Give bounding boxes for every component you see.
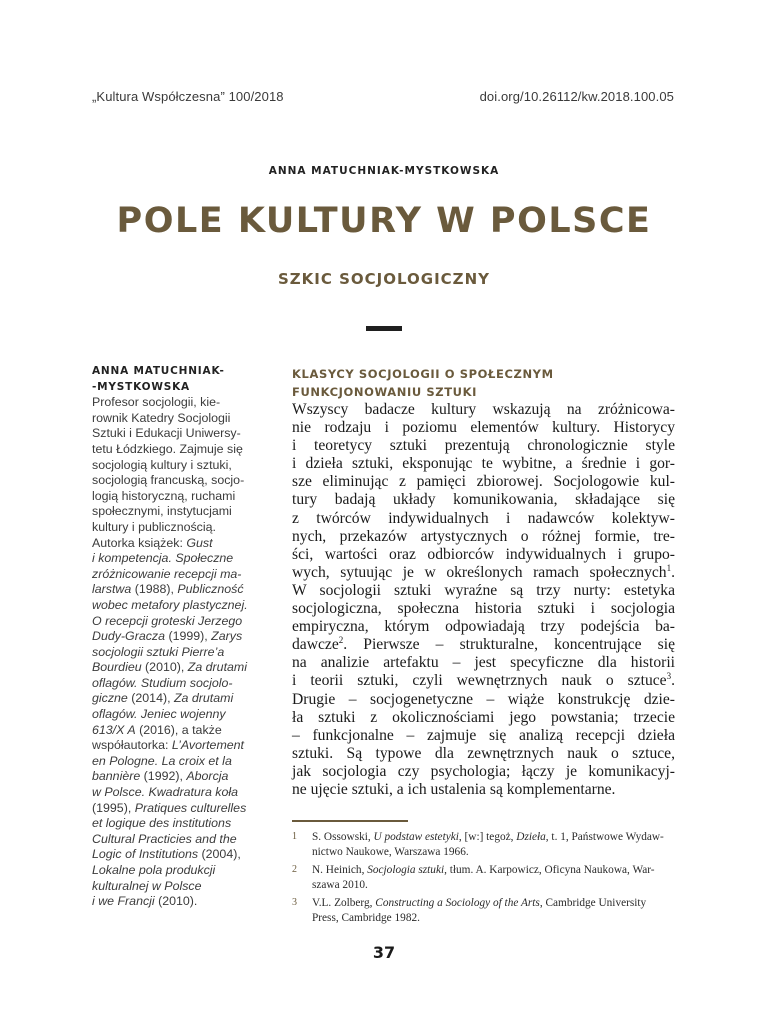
text-line: z twórców indywidualnych i nadawców kolektyw- [292, 509, 675, 527]
text-line: sze eliminując z pamięci zbiorowej. Socjologowie kul- [292, 473, 675, 491]
text-line: en Pologne. La croix et la [92, 753, 232, 768]
text-line: et logique des institutions [92, 816, 232, 831]
text-line: socjologiczna, społeczna historia sztuki i socjologia [292, 600, 675, 618]
section-heading-line-1: KLASYCY SOCJOLOGII O SPOŁECZNYM [292, 367, 554, 381]
text-line: sztuki. Są typowe dla zewnętrznych nauk o sztuce, [292, 744, 675, 762]
section-heading [292, 365, 682, 401]
text-line: Drugie – socjogenetyczne – wiąże konstrukcję dzie- [292, 690, 675, 708]
text-line: i kompetencja. Społeczne [92, 551, 234, 566]
text-line: W socjologii sztuki wyraźne są trzy nurty: estetyka [292, 581, 675, 599]
text-line: rownik Katedry Socjologii [92, 410, 231, 425]
text-line: i dzieła sztuki, eksponując te wybitne, a średnie i gor- [292, 455, 675, 473]
body-text [292, 401, 675, 799]
text-line: nie rodzaju i poziomu elementów kultury. Historycy [292, 419, 675, 437]
footnote-number: 1 [292, 831, 297, 842]
text-line: empiryczna, którym odpowiadają trzy podejścia ba- [292, 618, 675, 636]
text-line: Dudy-Gracza (1999), Zarys [92, 629, 243, 644]
section-heading-line-2: FUNKCJONOWANIU SZTUKI [292, 385, 478, 399]
text-line: kultury i publicznością. [92, 519, 216, 534]
footnote-item [292, 863, 675, 892]
journal-header: „Kultura Współczesna” 100/2018 [92, 89, 284, 104]
title-divider [366, 326, 402, 331]
text-line: socjologią kultury i sztuki, [92, 457, 232, 472]
text-line: Sztuki i Edukacji Uniwersy- [92, 426, 241, 441]
text-line: ści, wartości oraz odbiorców indywidualnych i grupo- [292, 545, 675, 563]
footnote-item [292, 830, 675, 859]
footnote-text [312, 863, 675, 892]
text-line: O recepcji groteski Jerzego [92, 613, 243, 628]
text-line: oflagów. Jeniec wojenny [92, 707, 226, 722]
article-title: POLE KULTURY W POLSCE [116, 201, 652, 241]
text-line: zróżnicowanie recepcji ma- [92, 566, 242, 581]
text-line: tetu Łódzkiego. Zajmuje się [92, 441, 243, 456]
text-line: Lokalne pola produkcji [92, 863, 216, 877]
footnote-number: 2 [292, 864, 297, 875]
text-line: w Polsce. Kwadratura koła [92, 785, 239, 800]
text-line: bannière (1992), Aborcja [92, 769, 229, 784]
footnote-line: S. Ossowski, U podstaw estetyki, [w:] tegoż, Dzieła, t. 1, Państwowe Wydaw- [312, 831, 664, 843]
text-line: tury badają układy komunikowania, składające się [292, 491, 675, 509]
author-bio [92, 364, 266, 910]
footnote-line: nictwo Naukowe, Warszawa 1966. [312, 845, 469, 858]
page-number: 37 [372, 943, 396, 962]
footnote-line: Press, Cambridge 1982. [312, 911, 420, 924]
text-line: 613/X A (2016), a także [92, 722, 222, 737]
text-line: Logic of Institutions (2004), [92, 847, 241, 862]
footnote-text [312, 830, 675, 859]
article-subtitle: SZKIC SOCJOLOGICZNY [278, 270, 490, 288]
text-line: współautorka: L’Avortement [92, 738, 244, 753]
text-line: i we Francji (2010). [92, 894, 198, 909]
text-line: Autorka książek: Gust [92, 535, 213, 550]
text-line: i teorii sztuki, czyli wewnętrznych nauk o sztuce$^3$. [292, 671, 675, 690]
footnote-divider [292, 820, 408, 822]
text-line: dawcze$^2$. Pierwsze – strukturalne, koncentrujące się [292, 635, 675, 654]
footnotes [292, 830, 675, 929]
footnote-number: 3 [292, 897, 297, 908]
text-line: na analizie artefaktu – jest specyficzne dla historii [292, 654, 675, 672]
text-line: i teoretycy sztuki prezentują chronologicznie style [292, 437, 675, 455]
text-line: larstwa (1988), Publiczność [92, 582, 244, 597]
text-line: wobec metafory plastycznej. [92, 597, 248, 612]
bio-text [92, 395, 266, 910]
text-line: Profesor socjologii, kie- [92, 395, 221, 410]
text-line: jak socjologia czy psychologia; łączy je komunikacyj- [292, 762, 675, 780]
text-line: socjologią francuską, socjo- [92, 473, 245, 488]
footnote-line: V.L. Zolberg, Constructing a Sociology of the Arts, Cambridge University [312, 897, 647, 909]
text-line: kulturalnej w Polsce [92, 878, 202, 893]
footnote-text [312, 896, 675, 925]
text-line: nych, przekazów artystycznych o różnej formie, tre- [292, 527, 675, 545]
text-line: ła sztuki z okolicznościami jego powstania; trzecie [292, 708, 675, 726]
text-line: społecznymi, instytucjami [92, 504, 232, 519]
text-line: giczne (2014), Za drutami [92, 691, 234, 706]
text-line: logią historyczną, ruchami [92, 488, 236, 503]
text-line: (1995), Pratiques culturelles [92, 800, 247, 815]
text-line: socjologii sztuki Pierre’a [92, 644, 225, 659]
doi-header: doi.org/10.26112/kw.2018.100.05 [479, 89, 674, 104]
footnote-line: N. Heinich, Socjologia sztuki, tłum. A. Karpowicz, Oficyna Naukowa, War- [312, 864, 655, 876]
text-line: – funkcjonalne – zajmuje się analizą recepcji dzieła [292, 726, 675, 744]
bio-author-name: ANNA MATUCHNIAK- -MYSTKOWSKA [92, 365, 225, 393]
text-line: wych, sytuując je w określonych ramach społecznych$^1$. [292, 562, 675, 581]
footnote-item [292, 896, 675, 925]
text-line: Wszyscy badacze kultury wskazują na zróżnicowa- [292, 401, 675, 418]
article-author: ANNA MATUCHNIAK-MYSTKOWSKA [268, 165, 500, 177]
text-line: Bourdieu (2010), Za drutami [92, 660, 247, 675]
text-line: Cultural Practicies and the [92, 831, 237, 846]
text-line: oflagów. Studium socjolo- [92, 675, 233, 690]
text-line: ne ujęcie sztuki, a ich ustalenia są komplementarne. [292, 780, 616, 798]
footnote-line: szawa 2010. [312, 878, 368, 891]
